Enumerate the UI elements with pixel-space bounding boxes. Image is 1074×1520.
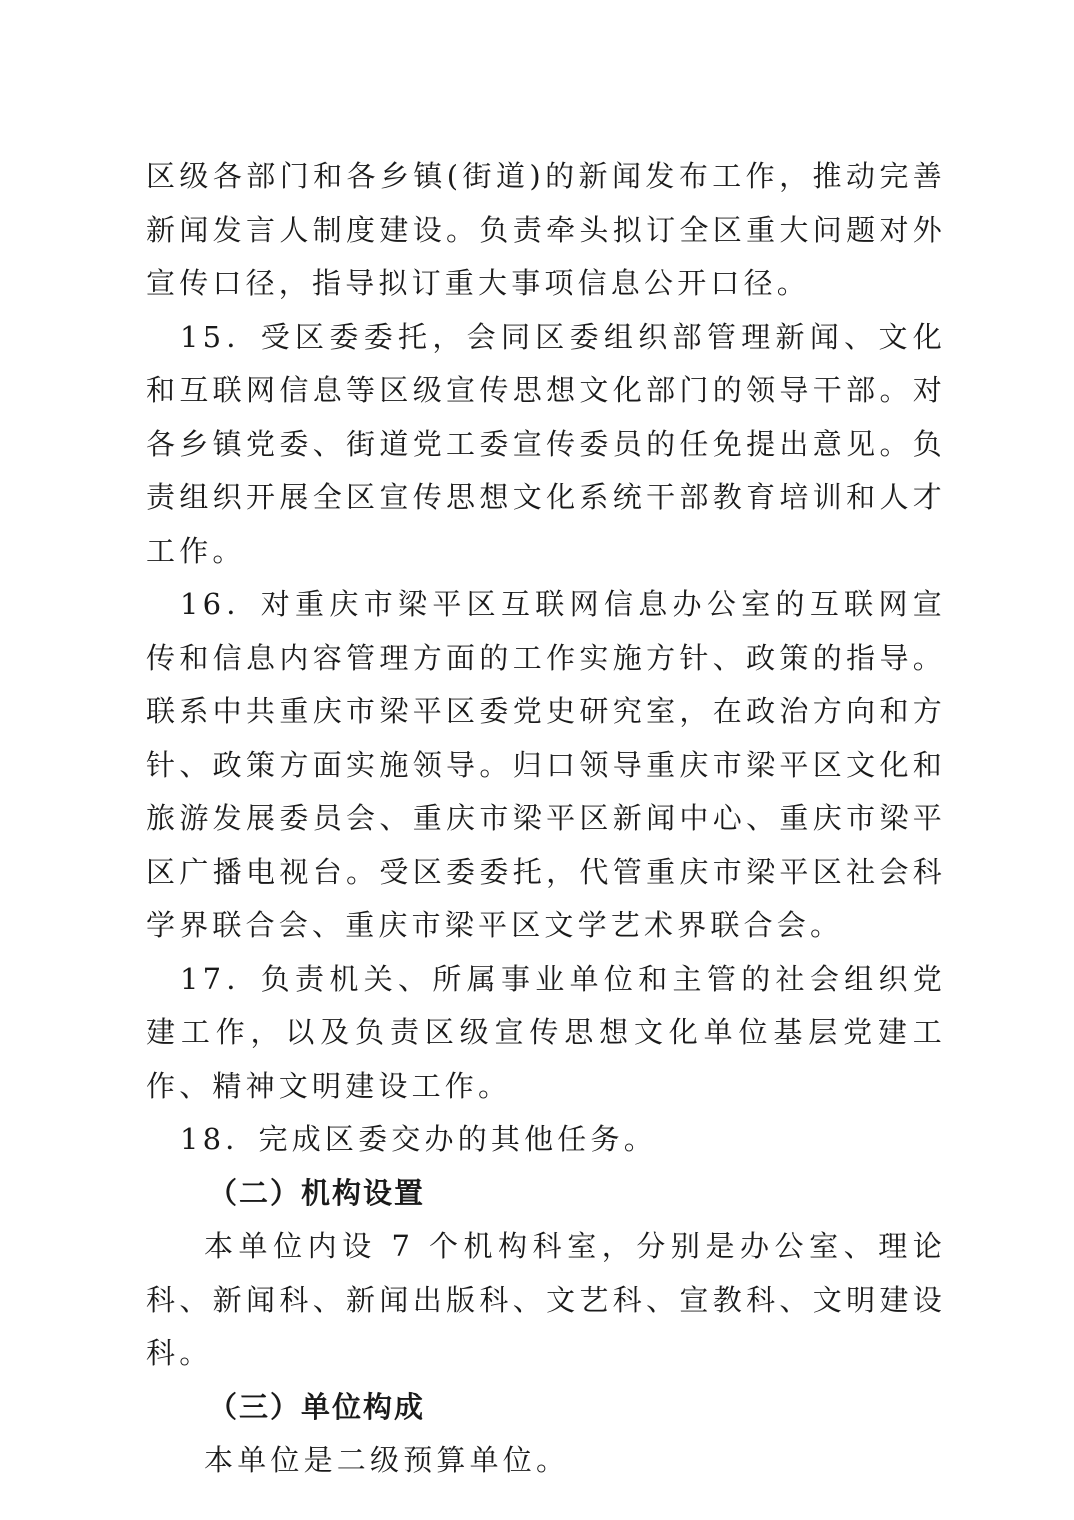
- section-heading-composition: （三）单位构成: [208, 1389, 426, 1424]
- paragraph-17: 17．负责机关、所属事业单位和主管的社会组织党建工作，以及负责区级宣传思想文化单位基层党建工作、精神文明建设工作。: [146, 961, 946, 1103]
- section-body-composition: 本单位是二级预算单位。: [204, 1443, 570, 1477]
- paragraph-18: 18．完成区委交办的其他任务。: [180, 1122, 657, 1156]
- document-body: [146, 150, 946, 1488]
- paragraph-15: 15．受区委委托，会同区委组织部管理新闻、文化和互联网信息等区级宣传思想文化部门的领导干部。对各乡镇党委、街道党工委宣传委员的任免提出意见。负责组织开展全区宣传思想文化系统干部教育培训和人才工作。: [146, 319, 946, 568]
- section-body-institution: 本单位内设 7 个机构科室，分别是办公室、理论科、新闻科、新闻出版科、文艺科、宣教科、文明建设科。: [146, 1229, 946, 1370]
- section-heading-institution: （二）机构设置: [208, 1175, 426, 1210]
- paragraph-14-continued: 区级各部门和各乡镇(街道)的新闻发布工作，推动完善新闻发言人制度建设。负责牵头拟订全区重大问题对外宣传口径，指导拟订重大事项信息公开口径。: [146, 159, 946, 300]
- paragraph-16: 16．对重庆市梁平区互联网信息办公室的互联网宣传和信息内容管理方面的工作实施方针、政策的指导。联系中共重庆市梁平区委党史研究室，在政治方向和方针、政策方面实施领导。归口领导重庆市梁平区文化和旅游发展委员会、重庆市梁平区新闻中心、重庆市梁平区广播电视台。受区委委托，代管重庆市梁平区社会科学界联合会、重庆市梁平区文学艺术界联合会。: [146, 587, 946, 942]
